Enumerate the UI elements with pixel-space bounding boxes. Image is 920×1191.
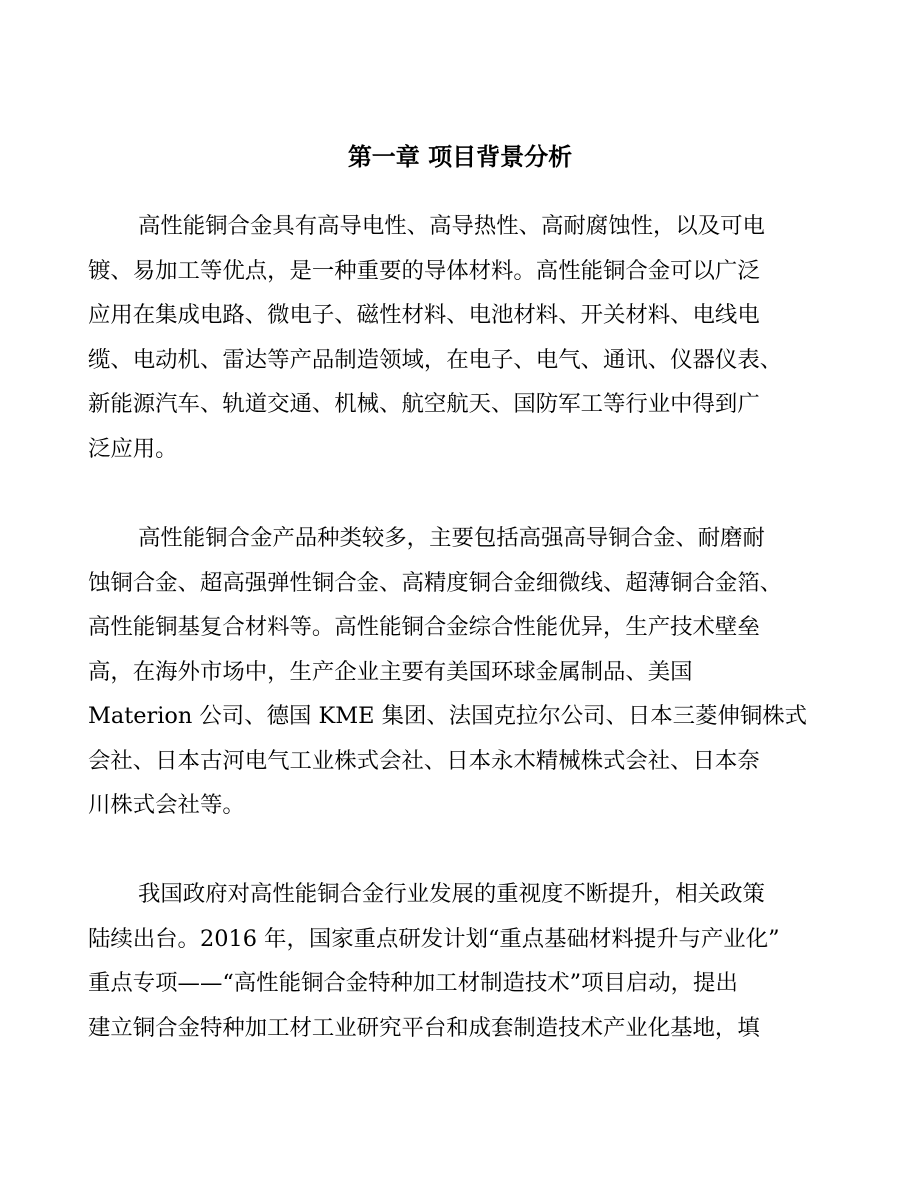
paragraph-line: 高性能铜合金产品种类较多，主要包括高强高导铜合金、耐磨耐 (138, 525, 765, 551)
paragraph-line: 我国政府对高性能铜合金行业发展的重视度不断提升，相关政策 (138, 881, 765, 907)
paragraph-line: 高性能铜合金具有高导电性、高导热性、高耐腐蚀性，以及可电 (138, 213, 765, 239)
paragraph-line: 缆、电动机、雷达等产品制造领域，在电子、电气、通讯、仪器仪表、 (88, 346, 783, 373)
paragraph-line: 陆续出台。2016 年，国家重点研发计划“重点基础材料提升与产业化” (88, 925, 780, 952)
paragraph-line: 重点专项——“高性能铜合金特种加工材制造技术”项目启动，提出 (88, 970, 738, 996)
paragraph-line: 建立铜合金特种加工材工业研究平台和成套制造技术产业化基地，填 (88, 1014, 760, 1041)
paragraph-3 (88, 872, 828, 1050)
paragraph-line: 应用在集成电路、微电子、磁性材料、电池材料、开关材料、电线电 (88, 302, 760, 328)
paragraph-1 (88, 204, 828, 471)
paragraph-line: 蚀铜合金、超高强弹性铜合金、高精度铜合金细微线、超薄铜合金箔、 (88, 569, 783, 596)
paragraph-line: 川株式会社等。 (88, 792, 245, 818)
paragraph-line: 新能源汽车、轨道交通、机械、航空航天、国防军工等行业中得到广 (88, 391, 760, 417)
paragraph-2 (88, 516, 828, 828)
paragraph-line: 高，在海外市场中，生产企业主要有美国环球金属制品、美国 (88, 658, 693, 685)
paragraph-line: 高性能铜基复合材料等。高性能铜合金综合性能优异，生产技术壁垒 (88, 614, 760, 640)
paragraph-line: 泛应用。 (88, 435, 178, 462)
chapter-title: 第一章 项目背景分析 (347, 143, 573, 171)
paragraph-line: 会社、日本古河电气工业株式会社、日本永木精械株式会社、日本奈 (88, 747, 760, 774)
paragraph-line: 镀、易加工等优点，是一种重要的导体材料。高性能铜合金可以广泛 (88, 257, 760, 284)
paragraph-line: Materion 公司、德国 KME 集团、法国克拉尔公司、日本三菱伸铜株式 (88, 703, 808, 729)
